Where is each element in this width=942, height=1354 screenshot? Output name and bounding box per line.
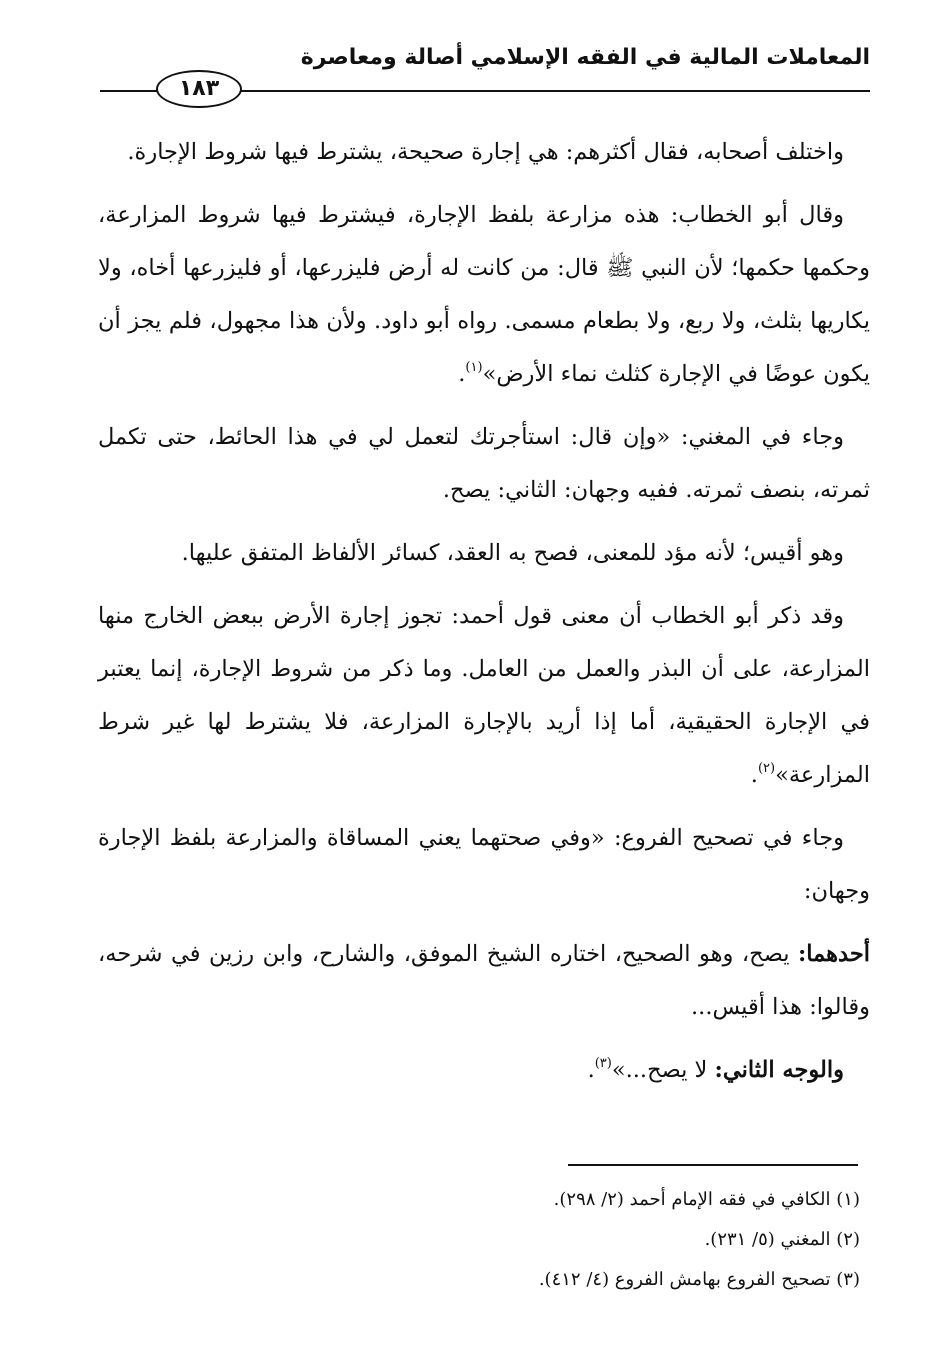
page-number: ١٨٣ bbox=[156, 70, 242, 108]
paragraph: وجاء في المغني: «وإن قال: استأجرتك لتعمل لي في هذا الحائط، حتى تكمل ثمرته، بنصف ثمرته. ففيه وجهان: الثاني: يصح. bbox=[98, 424, 870, 503]
paragraph-lead: والوجه الثاني: bbox=[714, 1057, 844, 1083]
paragraph: واختلف أصحابه، فقال أكثرهم: هي إجارة صحيحة، يشترط فيها شروط الإجارة. bbox=[127, 139, 844, 165]
footnotes bbox=[100, 1180, 860, 1300]
footnote: (١) الكافي في فقه الإمام أحمد (٢/ ٢٩٨). bbox=[553, 1189, 860, 1210]
paragraph-text: يصح، وهو الصحيح، اختاره الشيخ الموفق، والشارح، وابن رزين في شرحه، وقالوا: هذا أقيس... bbox=[98, 941, 870, 1020]
paragraph bbox=[98, 590, 870, 802]
footnote: (٢) المغني (٥/ ٢٣١). bbox=[704, 1229, 860, 1250]
paragraph bbox=[98, 189, 870, 401]
paragraph-lead: أحدهما: bbox=[797, 941, 870, 967]
footnote-ref: (١) bbox=[465, 360, 483, 375]
paragraph-text: وقال أبو الخطاب: هذه مزارعة بلفظ الإجارة، فيشترط فيها شروط المزارعة، وحكمها حكمها؛ لأن النبي ﷺ قال: من كانت له أرض فليزرعها، أو فليزرعها أخاه، ولا يكاريها بثلث، ولا ربع، ولا بطعام مسمى. رواه أبو داود. ولأن هذا مجهول، فلم يجز أن يكون عوضًا في الإجارة كثلث نماء الأرض» bbox=[98, 202, 870, 387]
paragraph-text: وقد ذكر أبو الخطاب أن معنى قول أحمد: تجوز إجارة الأرض ببعض الخارج منها المزارعة، على أن البذر والعمل من العامل. وما ذكر من شروط الإجارة، إنما يعتبر في الإجارة الحقيقية، أما إذا أريد بالإجارة المزارعة، فلا يشترط لها غير شرط المزارعة» bbox=[98, 603, 870, 788]
paragraph-end: . bbox=[458, 361, 466, 387]
paragraph-end: . bbox=[750, 762, 758, 788]
paragraph-end: . bbox=[587, 1057, 595, 1083]
paragraph-text: لا يصح...» bbox=[611, 1057, 715, 1083]
paragraph: وجاء في تصحيح الفروع: «وفي صحتهما يعني المساقاة والمزارعة بلفظ الإجارة وجهان: bbox=[98, 825, 870, 904]
main-text bbox=[98, 126, 870, 1097]
running-title: المعاملات المالية في الفقه الإسلامي أصالة ومعاصرة bbox=[300, 45, 870, 70]
footnote-rule bbox=[568, 1164, 858, 1166]
paragraph bbox=[98, 1044, 870, 1097]
paragraph: وهو أقيس؛ لأنه مؤد للمعنى، فصح به العقد، كسائر الألفاظ المتفق عليها. bbox=[181, 540, 844, 566]
paragraph bbox=[98, 928, 870, 1034]
footnote-ref: (٢) bbox=[757, 761, 776, 776]
footnote: (٣) تصحيح الفروع بهامش الفروع (٤/ ٤١٢). bbox=[538, 1269, 860, 1290]
footnote-ref: (٣) bbox=[594, 1056, 612, 1071]
